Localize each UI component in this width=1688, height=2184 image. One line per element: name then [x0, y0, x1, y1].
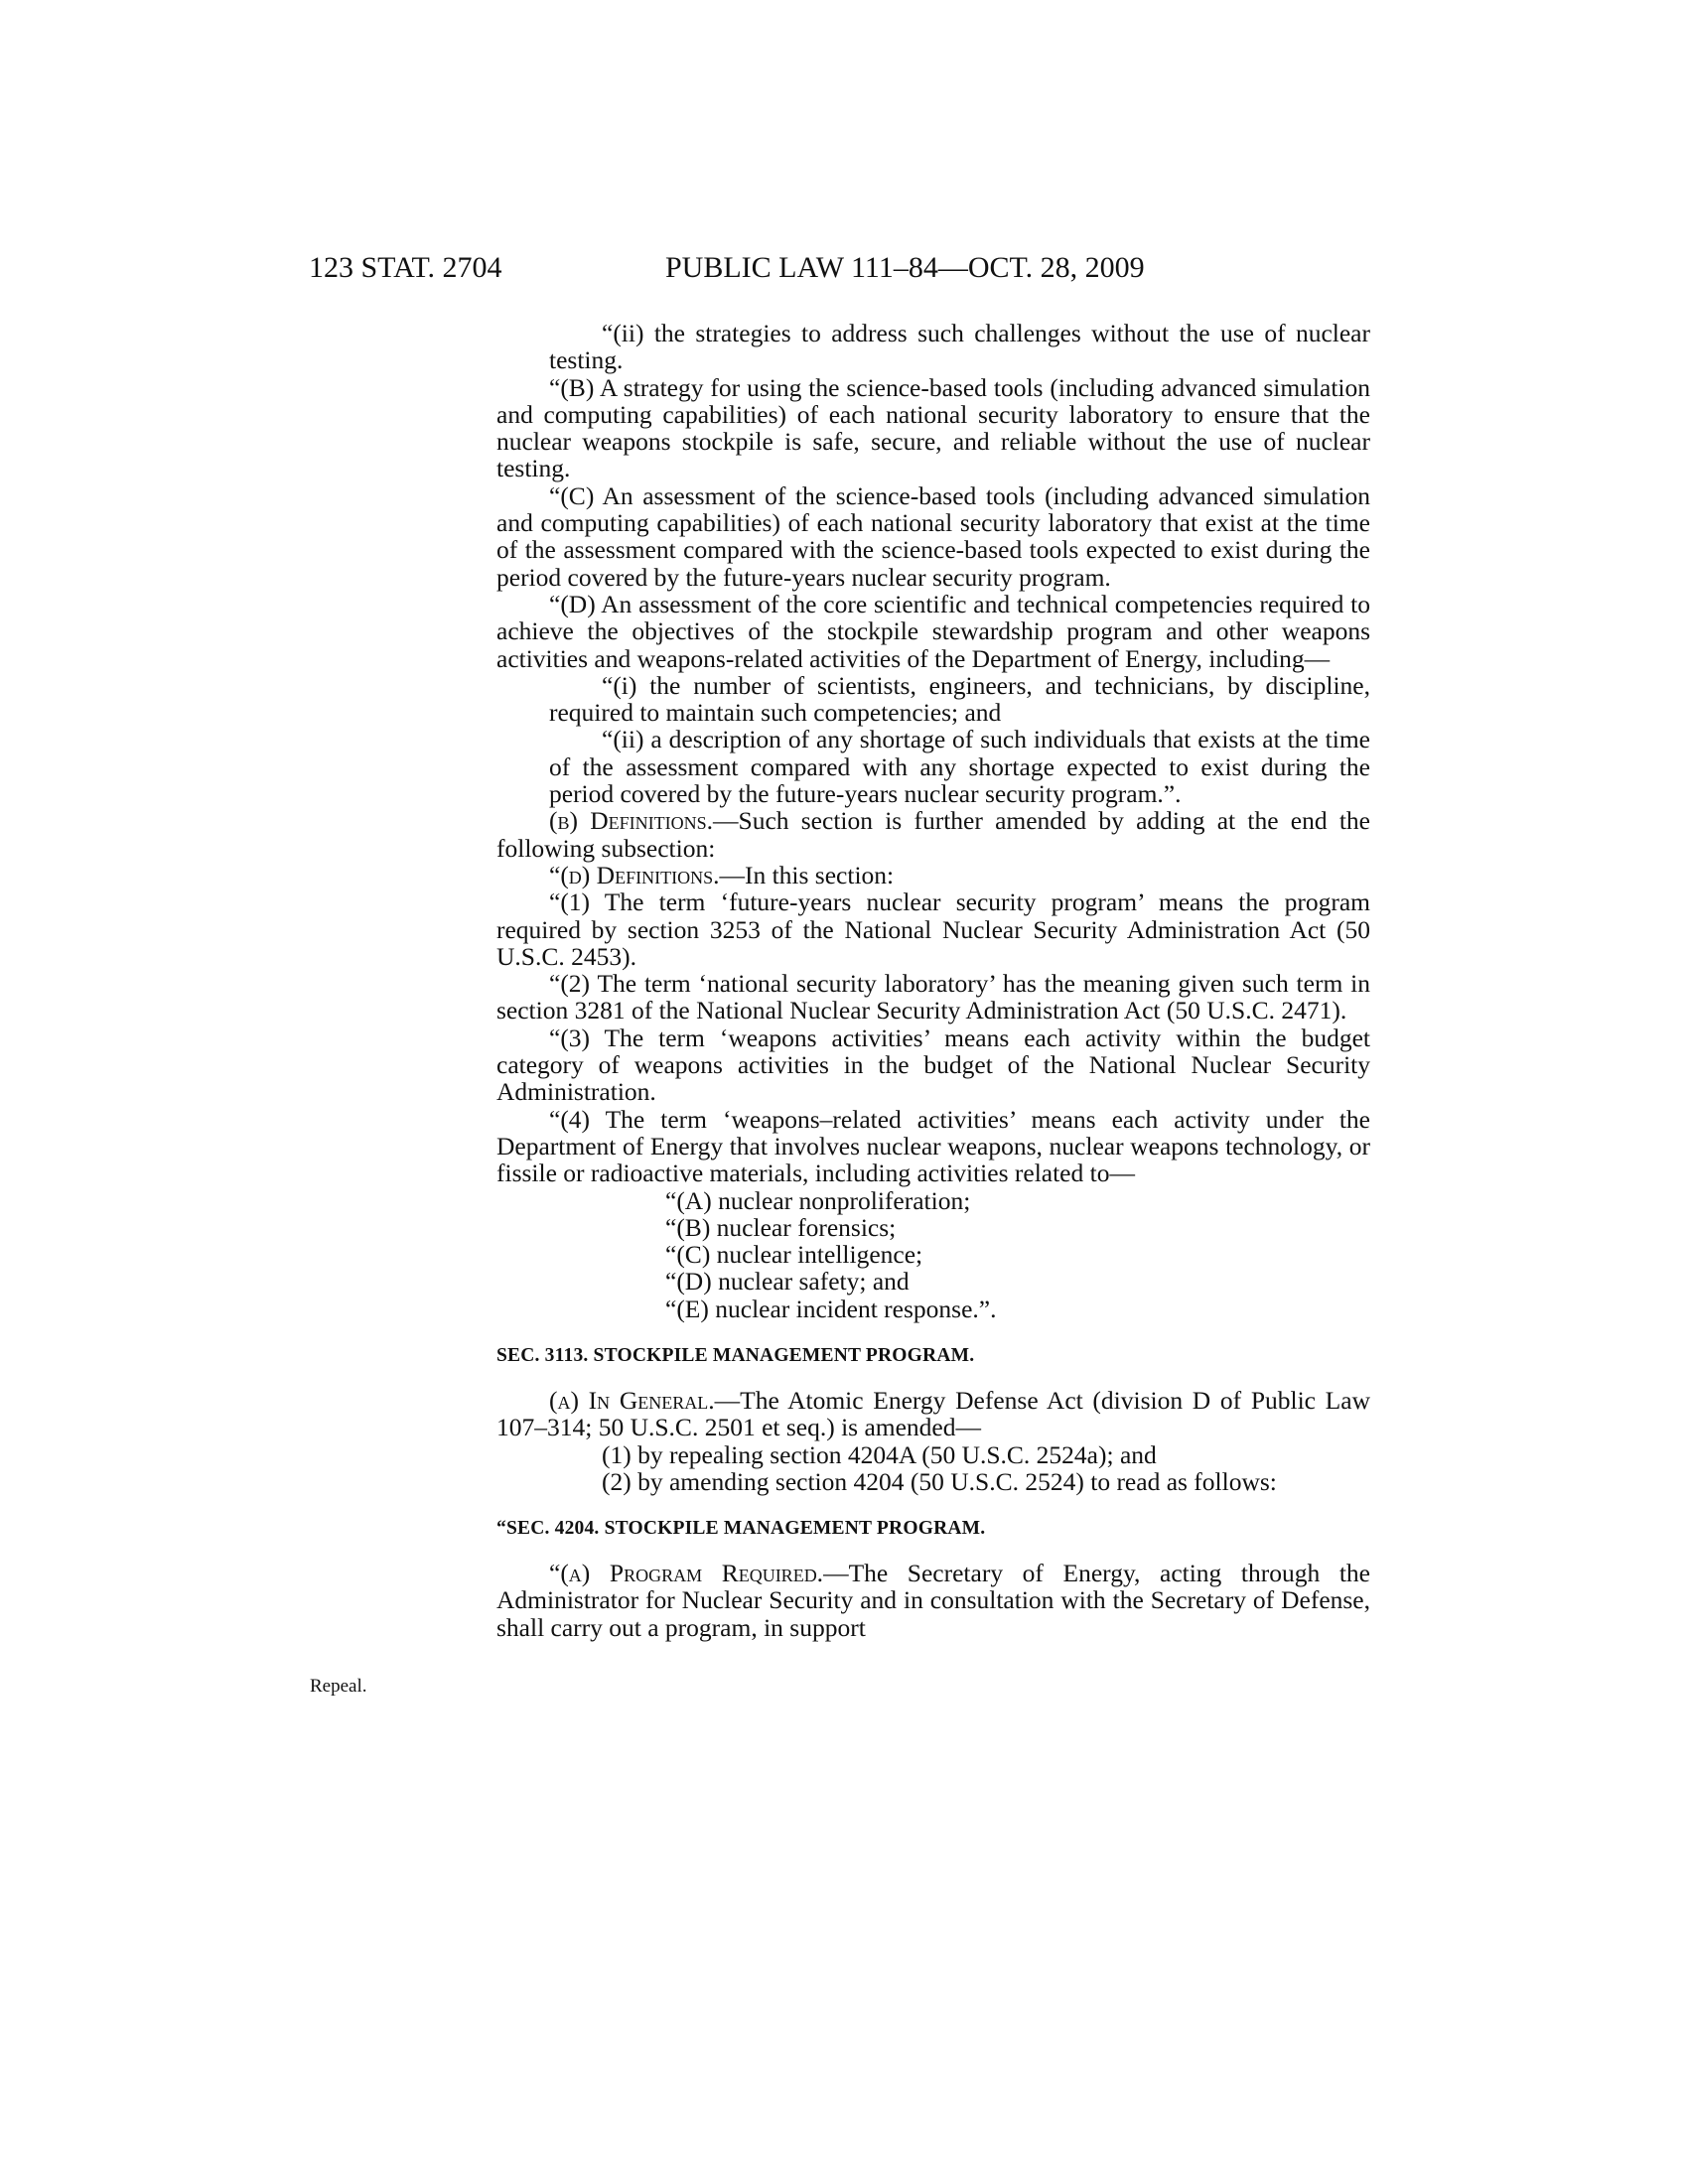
program-required-text: —The Secretary of Energy, acting through the Administrator for Nuclear Security and in consultation with the Secretary of Defense, shall carry out a program, in support — [496, 1559, 1370, 1642]
list-item-b: “(B) nuclear forensics; — [665, 1212, 897, 1242]
section-4204-heading: “SEC. 4204. STOCKPILE MANAGEMENT PROGRAM. — [496, 1518, 986, 1540]
subparagraph-c: “(C) An assessment of the science-based tools (including advanced simulation and computing capabilities) of each national security laboratory that exist at the time of the assessment compared with the science-based tools expected to exist during the period covered by the future-years nuclear security program. — [496, 480, 1370, 592]
definition-2: “(2) The term ‘national security laboratory’ has the meaning given such term in section 3281 of the National Nuclear Security Administration Act (50 U.S.C. 2471). — [496, 969, 1370, 1025]
in-general-label: (a) In General. — [549, 1385, 715, 1415]
program-required-label: “(a) Program Required. — [549, 1559, 824, 1588]
section-3113-heading: SEC. 3113. STOCKPILE MANAGEMENT PROGRAM. — [496, 1344, 975, 1366]
list-item-a: “(A) nuclear nonproliferation; — [665, 1185, 971, 1215]
subparagraph-d: “(D) An assessment of the core scientific and technical competencies required to achieve the objectives of the stockpile stewardship program and other weapons activities and weapons-related activities of the Department of Energy, including— — [496, 589, 1370, 673]
list-item-d: “(D) nuclear safety; and — [665, 1267, 910, 1297]
definition-3: “(3) The term ‘weapons activities’ means each activity within the budget category of weapons activities in the budget of the National Nuclear Security Administration. — [496, 1023, 1370, 1107]
definition-1: “(1) The term ‘future-years nuclear security program’ means the program required by section 3253 of the National Nuclear Security Administration Act (50 U.S.C. 2453). — [496, 887, 1370, 971]
page-header — [0, 248, 1688, 288]
list-item-e: “(E) nuclear incident response.”. — [665, 1294, 997, 1323]
subsection-b-text: —Such section is further amended by adding at the end the following subsection: — [496, 806, 1370, 863]
subparagraph-b: “(B) A strategy for using the science-based tools (including advanced simulation and computing capabilities) of each national security laboratory to ensure that the nuclear weapons stockpile is safe, secure, and reliable without the use of nuclear testing. — [496, 372, 1370, 483]
section-3113-subsection-a — [496, 1387, 1370, 1441]
statute-body — [496, 320, 1370, 1641]
subsection-b-definitions — [496, 807, 1370, 862]
clause-i-scientists: “(i) the number of scientists, engineers, and technicians, by discipline, required to maintain such competencies; and — [549, 670, 1370, 728]
margin-note-repeal: Repeal. — [310, 1676, 367, 1697]
paragraph-2-amend: (2) by amending section 4204 (50 U.S.C. 2524) to read as follows: — [602, 1466, 1277, 1496]
paragraph-1-repeal: (1) by repealing section 4204A (50 U.S.C. 2524a); and — [602, 1439, 1157, 1469]
subsection-d-definitions — [496, 862, 1370, 888]
program-required — [496, 1560, 1370, 1641]
definition-4: “(4) The term ‘weapons–related activities’ means each activity under the Department of Energy that involves nuclear weapons, nuclear weapons technology, or fissile or radioactive materials, including activities related to— — [496, 1104, 1370, 1188]
subsection-d-label: “(d) Definitions. — [549, 860, 720, 889]
clause-ii-strategies: “(ii) the strategies to address such challenges without the use of nuclear testing. — [549, 319, 1370, 375]
clause-ii-shortage: “(ii) a description of any shortage of such individuals that exists at the time of the assessment compared with any shortage expected to exist during the period covered by the future-years nuclear security program.”. — [549, 725, 1370, 809]
in-general-text: —The Atomic Energy Defense Act (division D of Public Law 107–314; 50 U.S.C. 2501 et seq.) is amended— — [496, 1385, 1370, 1442]
subsection-b-label: (b) Definitions. — [549, 806, 714, 836]
subsection-d-text: —In this section: — [719, 860, 895, 889]
law-title: PUBLIC LAW 111–84—OCT. 28, 2009 — [665, 251, 1145, 284]
stat-citation: 123 STAT. 2704 — [309, 251, 502, 284]
list-item-c: “(C) nuclear intelligence; — [665, 1240, 923, 1270]
